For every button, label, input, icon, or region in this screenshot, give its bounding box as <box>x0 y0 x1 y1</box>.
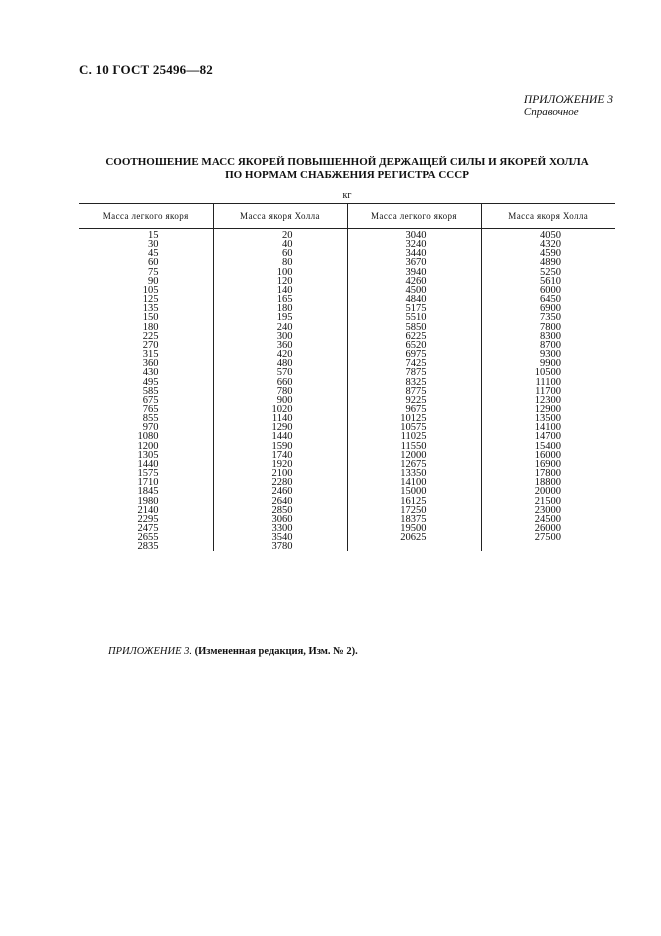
table-row <box>79 350 615 359</box>
table-row <box>79 304 615 313</box>
table-cell: 11025 <box>347 432 481 441</box>
table-cell: 21500 <box>481 497 615 506</box>
table-cell: 20 <box>213 229 347 241</box>
table-cell: 18375 <box>347 515 481 524</box>
table-cell: 765 <box>142 403 159 415</box>
table-cell: 2460 <box>213 487 347 496</box>
table-cell: 2295 <box>137 513 159 525</box>
table-cell: 6450 <box>481 295 615 304</box>
table-cell: 90 <box>148 275 159 287</box>
table-row <box>79 277 615 286</box>
table-cell: 4050 <box>481 229 615 241</box>
table-row <box>79 295 615 304</box>
table-cell: 20000 <box>481 487 615 496</box>
table-cell: 570 <box>213 368 347 377</box>
title-line-1: СООТНОШЕНИЕ МАСС ЯКОРЕЙ ПОВЫШЕННОЙ ДЕРЖАЩЕЙ СИЛЫ И ЯКОРЕЙ ХОЛЛА <box>105 156 589 168</box>
table-row <box>79 286 615 295</box>
table-cell: 15000 <box>347 487 481 496</box>
table-cell: 165 <box>213 295 347 304</box>
table-cell: 8775 <box>347 387 481 396</box>
table-cell: 2280 <box>213 478 347 487</box>
table-cell: 2655 <box>137 532 159 544</box>
table-cell: 60 <box>213 249 347 258</box>
table-cell: 970 <box>142 422 159 434</box>
table-cell: 12900 <box>481 405 615 414</box>
table-cell: 10125 <box>347 414 481 423</box>
table-cell: 5850 <box>347 323 481 332</box>
table-cell: 585 <box>142 385 159 397</box>
table-cell: 150 <box>142 312 159 324</box>
table-cell <box>347 542 481 551</box>
table-cell: 3940 <box>347 268 481 277</box>
table-cell: 8700 <box>481 341 615 350</box>
table-row <box>79 542 615 551</box>
table-cell: 105 <box>142 284 159 296</box>
table-cell: 13500 <box>481 414 615 423</box>
table-cell: 140 <box>213 286 347 295</box>
table-row <box>79 533 615 542</box>
table-cell: 780 <box>213 387 347 396</box>
table-cell: 675 <box>142 394 159 406</box>
footnote-label: ПРИЛОЖЕНИЕ 3. <box>108 646 192 657</box>
table-cell: 13350 <box>347 469 481 478</box>
table-cell: 4260 <box>347 277 481 286</box>
table-cell: 6000 <box>481 286 615 295</box>
table-cell: 7800 <box>481 323 615 332</box>
table-cell: 100 <box>213 268 347 277</box>
table-cell: 270 <box>142 339 159 351</box>
table-title <box>79 156 615 182</box>
table-cell: 1920 <box>213 460 347 469</box>
table-cell <box>481 542 615 551</box>
table-cell: 1200 <box>137 440 159 452</box>
header-hall-anchor-1: Масса якоря Холла <box>213 204 347 229</box>
table-cell: 1980 <box>137 495 159 507</box>
table-cell: 3060 <box>213 515 347 524</box>
table-cell: 14700 <box>481 432 615 441</box>
table-cell: 30 <box>148 239 159 251</box>
table-cell: 24500 <box>481 515 615 524</box>
appendix-label: ПРИЛОЖЕНИЕ 3 <box>523 94 613 106</box>
table-cell: 12675 <box>347 460 481 469</box>
table-cell: 1575 <box>137 468 159 480</box>
table-cell: 1440 <box>213 432 347 441</box>
table-cell: 6520 <box>347 341 481 350</box>
table-cell: 7350 <box>481 313 615 322</box>
table-cell: 2640 <box>213 497 347 506</box>
table-cell: 4500 <box>347 286 481 295</box>
table-cell: 2140 <box>137 504 159 516</box>
table-cell: 10500 <box>481 368 615 377</box>
table-cell: 135 <box>142 303 159 315</box>
table-cell: 11550 <box>347 442 481 451</box>
table-cell: 180 <box>213 304 347 313</box>
table-cell: 15400 <box>481 442 615 451</box>
table-cell: 4590 <box>481 249 615 258</box>
table-cell: 27500 <box>481 533 615 542</box>
table-header-row <box>79 204 615 229</box>
table-cell: 1290 <box>213 423 347 432</box>
table-cell: 14100 <box>481 423 615 432</box>
table-cell: 16000 <box>481 451 615 460</box>
table-cell: 660 <box>213 378 347 387</box>
table-cell: 12300 <box>481 396 615 405</box>
title-line-2: ПО НОРМАМ СНАБЖЕНИЯ РЕГИСТРА СССР <box>225 169 469 181</box>
table-cell: 6900 <box>481 304 615 313</box>
table-cell: 855 <box>142 413 159 425</box>
table-cell: 5175 <box>347 304 481 313</box>
table-cell: 1590 <box>213 442 347 451</box>
table-cell: 5610 <box>481 277 615 286</box>
table-cell: 125 <box>142 294 159 306</box>
table-cell: 3040 <box>347 229 481 241</box>
table-cell: 480 <box>213 359 347 368</box>
table-cell: 17800 <box>481 469 615 478</box>
table-cell: 360 <box>213 341 347 350</box>
table-cell: 195 <box>213 313 347 322</box>
table-cell: 19500 <box>347 524 481 533</box>
table-cell: 1440 <box>137 458 159 470</box>
table-cell: 8300 <box>481 332 615 341</box>
table-cell: 80 <box>213 258 347 267</box>
table-cell: 20625 <box>347 533 481 542</box>
footnote <box>108 646 358 657</box>
table-cell: 7875 <box>347 368 481 377</box>
header-light-anchor-1: Масса легкого якоря <box>79 204 213 229</box>
table-cell: 300 <box>213 332 347 341</box>
table-cell: 9225 <box>347 396 481 405</box>
table-cell: 3300 <box>213 524 347 533</box>
table-cell: 4890 <box>481 258 615 267</box>
table-cell: 2850 <box>213 506 347 515</box>
header-hall-anchor-2: Масса якоря Холла <box>481 204 615 229</box>
table-cell: 420 <box>213 350 347 359</box>
table-cell: 120 <box>213 277 347 286</box>
table-cell: 1740 <box>213 451 347 460</box>
table-cell: 9300 <box>481 350 615 359</box>
table-cell: 225 <box>142 330 159 342</box>
table-cell: 3780 <box>213 542 347 551</box>
page-header: С. 10 ГОСТ 25496—82 <box>79 62 213 77</box>
table-cell: 900 <box>213 396 347 405</box>
table-cell: 10575 <box>347 423 481 432</box>
table-cell: 11100 <box>481 378 615 387</box>
table-cell: 9900 <box>481 359 615 368</box>
table-cell: 6975 <box>347 350 481 359</box>
table-cell: 16125 <box>347 497 481 506</box>
header-light-anchor-2: Масса легкого якоря <box>347 204 481 229</box>
table-cell: 6225 <box>347 332 481 341</box>
appendix-type: Справочное <box>523 106 579 118</box>
table-cell: 60 <box>148 257 159 269</box>
table-row <box>79 332 615 341</box>
table-cell: 3240 <box>347 240 481 249</box>
table-cell: 240 <box>213 323 347 332</box>
table-cell: 40 <box>213 240 347 249</box>
table-cell: 315 <box>142 349 159 361</box>
appendix-block <box>524 94 613 118</box>
table-body <box>79 229 615 552</box>
table-cell: 2475 <box>137 523 159 534</box>
table-cell: 5250 <box>481 268 615 277</box>
table-cell: 11700 <box>481 387 615 396</box>
table-cell: 18800 <box>481 478 615 487</box>
table-row <box>79 323 615 332</box>
table-cell: 3670 <box>347 258 481 267</box>
table-cell: 495 <box>142 376 159 388</box>
table-row <box>79 258 615 267</box>
table-cell: 430 <box>142 367 159 379</box>
table-row <box>79 368 615 377</box>
footnote-text: (Измененная редакция, Изм. № 2). <box>194 646 358 657</box>
table-cell: 3540 <box>213 533 347 542</box>
table-cell: 4840 <box>347 295 481 304</box>
table-cell: 12000 <box>347 451 481 460</box>
table-cell: 9675 <box>347 405 481 414</box>
table-cell: 1020 <box>213 405 347 414</box>
table-cell: 1305 <box>137 449 159 461</box>
table-cell: 26000 <box>481 524 615 533</box>
table-row <box>79 240 615 249</box>
table-cell: 8325 <box>347 378 481 387</box>
table-cell: 1710 <box>137 477 159 489</box>
unit-label: кг <box>342 190 352 201</box>
table-cell: 1845 <box>137 486 159 498</box>
table-cell: 1080 <box>137 431 159 443</box>
table-cell: 75 <box>148 266 159 278</box>
table-cell: 4320 <box>481 240 615 249</box>
table-cell: 23000 <box>481 506 615 515</box>
table-cell: 15 <box>148 230 159 241</box>
table-row <box>79 229 615 241</box>
table-cell: 45 <box>148 248 159 260</box>
table-cell: 3440 <box>347 249 481 258</box>
table-cell: 180 <box>142 321 159 333</box>
table-row <box>79 249 615 258</box>
table-row <box>79 341 615 350</box>
table-row <box>79 268 615 277</box>
table-cell: 1140 <box>213 414 347 423</box>
table-row <box>79 313 615 322</box>
table-cell: 360 <box>142 358 159 370</box>
mass-table <box>79 203 615 551</box>
table-cell: 16900 <box>481 460 615 469</box>
table-cell: 5510 <box>347 313 481 322</box>
table-cell: 14100 <box>347 478 481 487</box>
table-cell: 17250 <box>347 506 481 515</box>
table-cell: 2100 <box>213 469 347 478</box>
table-cell: 2835 <box>137 541 159 553</box>
table-cell: 7425 <box>347 359 481 368</box>
